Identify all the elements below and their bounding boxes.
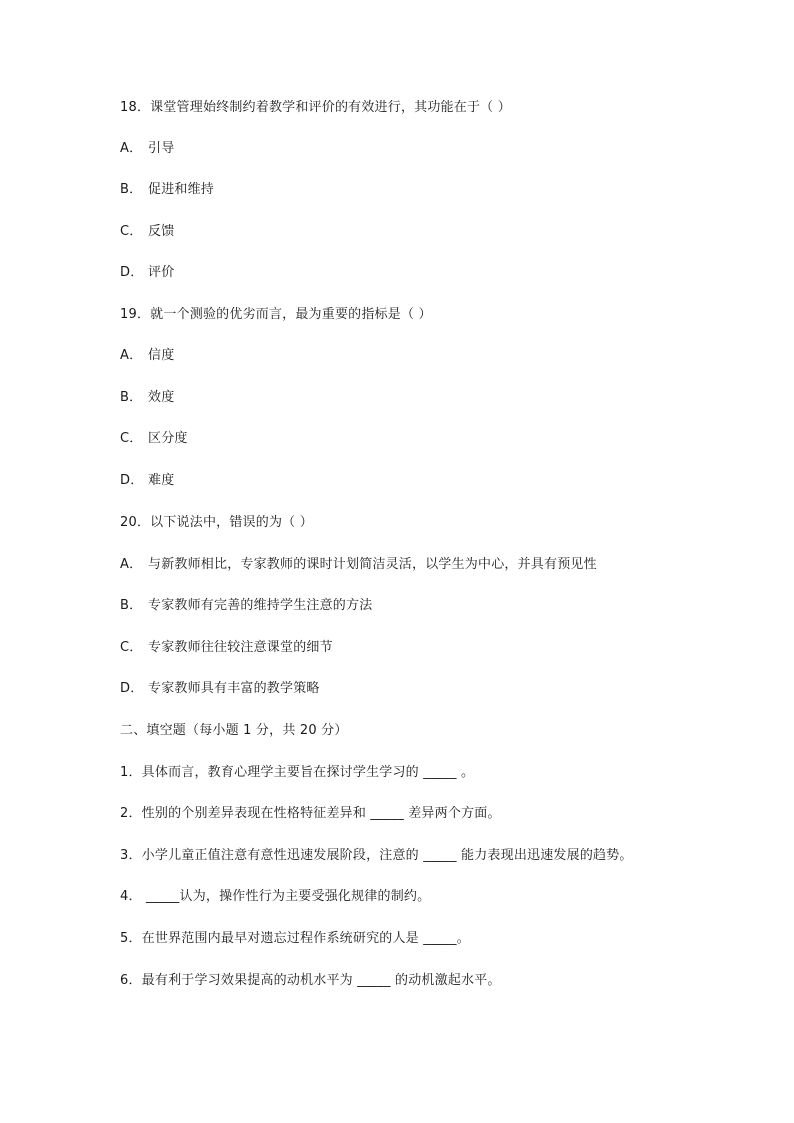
item-text: 具体而言，教育心理学主要旨在探讨学生学习的 _____ 。 [141, 765, 475, 780]
option-text: 反馈 [148, 224, 175, 239]
question-19-option-a [120, 347, 174, 365]
option-letter: B． [120, 390, 143, 405]
question-18-option-a [120, 140, 174, 158]
question-text: 以下说法中，错误的为（ ） [150, 515, 313, 530]
question-20-stem [120, 514, 313, 532]
option-text: 区分度 [148, 431, 188, 446]
option-text: 专家教师往往较注意课堂的细节 [148, 640, 333, 655]
option-text: 难度 [148, 473, 175, 488]
item-text: 在世界范围内最早对遗忘过程作系统研究的人是 _____。 [141, 931, 470, 946]
question-20-option-b [120, 597, 372, 615]
option-text: 引导 [148, 141, 175, 156]
question-19-option-b [120, 389, 174, 407]
item-text: _____认为，操作性行为主要受强化规律的制约。 [141, 889, 431, 904]
item-number: 2． [120, 806, 142, 821]
section-heading: 二、填空题（每小题 1 分，共 20 分） [120, 723, 348, 738]
fill-item-3 [120, 847, 633, 865]
option-letter: A． [120, 557, 143, 572]
fill-item-6 [120, 972, 501, 990]
item-text: 性别的个别差异表现在性格特征差异和 _____ 差异两个方面。 [141, 806, 501, 821]
item-number: 6． [120, 973, 142, 988]
question-18-option-c [120, 223, 174, 241]
question-18-stem [120, 99, 511, 117]
fill-item-1 [120, 764, 474, 782]
option-text: 评价 [148, 265, 175, 280]
option-text: 信度 [148, 348, 175, 363]
option-letter: C． [120, 431, 143, 446]
question-number: 18． [120, 100, 151, 115]
fill-item-5 [120, 930, 470, 948]
option-letter: D． [120, 265, 144, 280]
option-text: 专家教师具有丰富的教学策略 [148, 681, 320, 696]
option-letter: A． [120, 141, 143, 156]
question-text: 就一个测验的优劣而言，最为重要的指标是（ ） [150, 307, 432, 322]
question-20-option-a [120, 556, 597, 574]
option-text: 与新教师相比，专家教师的课时计划简洁灵活，以学生为中心，并具有预见性 [148, 557, 597, 572]
option-letter: C． [120, 640, 143, 655]
item-text: 小学儿童正值注意有意性迅速发展阶段，注意的 _____ 能力表现出迅速发展的趋势。 [141, 848, 633, 863]
item-text: 最有利于学习效果提高的动机水平为 _____ 的动机激起水平。 [141, 973, 501, 988]
option-text: 促进和维持 [148, 182, 215, 197]
item-number: 1． [120, 765, 142, 780]
question-20-option-c [120, 639, 333, 657]
option-letter: C． [120, 224, 143, 239]
option-text: 效度 [148, 390, 175, 405]
option-letter: D． [120, 473, 144, 488]
item-number: 4． [120, 889, 142, 904]
fill-item-2 [120, 805, 501, 823]
item-number: 3． [120, 848, 142, 863]
question-19-option-c [120, 430, 188, 448]
question-19-stem [120, 306, 432, 324]
option-text: 专家教师有完善的维持学生注意的方法 [148, 598, 373, 613]
option-letter: D． [120, 681, 144, 696]
question-18-option-b [120, 181, 214, 199]
question-number: 20． [120, 515, 151, 530]
question-number: 19． [120, 307, 151, 322]
question-20-option-d [120, 680, 320, 698]
item-number: 5． [120, 931, 142, 946]
option-letter: B． [120, 598, 143, 613]
question-18-option-d [120, 264, 174, 282]
fill-item-4 [120, 888, 430, 906]
option-letter: A． [120, 348, 143, 363]
question-text: 课堂管理始终制约着教学和评价的有效进行，其功能在于（ ） [150, 100, 511, 115]
question-19-option-d [120, 472, 174, 490]
option-letter: B． [120, 182, 143, 197]
